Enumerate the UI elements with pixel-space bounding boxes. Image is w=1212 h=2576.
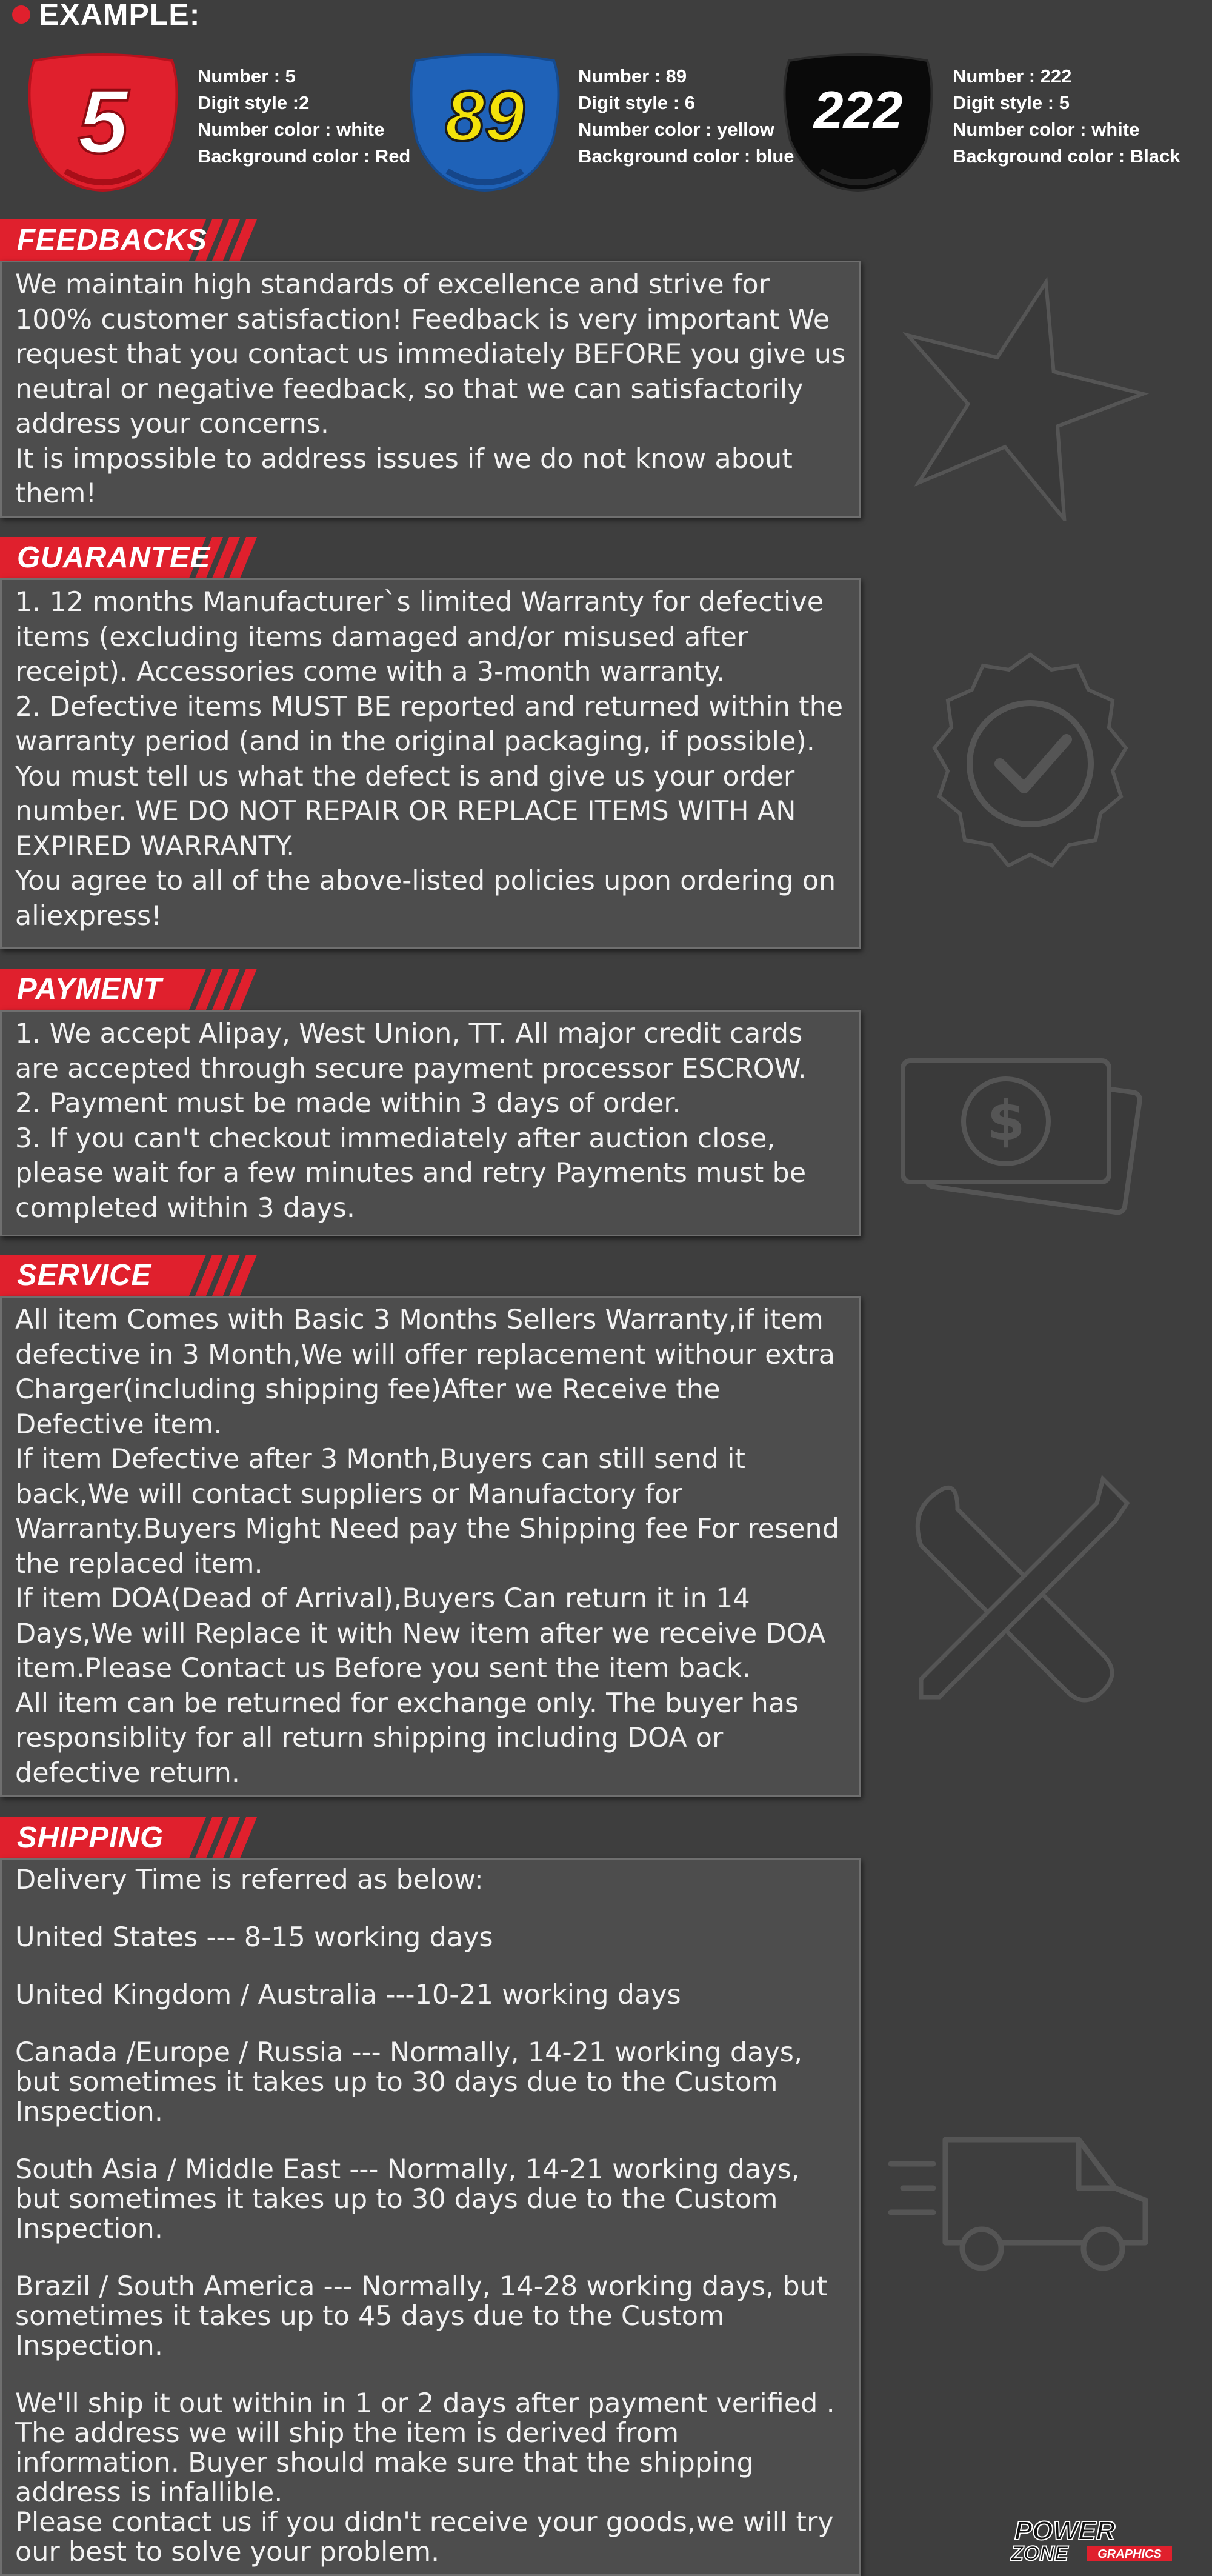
spec-number: Number : 5 xyxy=(198,65,296,87)
guarantee-box xyxy=(0,578,861,949)
guarantee-text xyxy=(2,580,859,933)
text-line: 100% customer satisfaction! Feedback is very important We xyxy=(15,304,830,335)
text-line: items (excluding items damaged and/or misused after xyxy=(15,621,748,653)
power-zone-logo xyxy=(1008,2515,1178,2564)
text-line: All item can be returned for exchange only. The buyer has xyxy=(15,1687,799,1719)
text-line: The address we will ship the item is derived from xyxy=(15,2418,679,2449)
text-line: If item Defective after 3 Month,Buyers can still send it xyxy=(15,1444,745,1475)
text-line: United States --- 8-15 working days xyxy=(15,1922,493,1953)
logo-zone-text: ZONE xyxy=(1011,2542,1068,2564)
paragraph-gap xyxy=(15,1952,859,1980)
logo-power-text: POWER xyxy=(1014,2516,1116,2546)
spec-digit-style: Digit style : 5 xyxy=(953,92,1070,113)
paragraph-gap xyxy=(15,2361,859,2389)
feedbacks-box xyxy=(0,261,861,518)
text-line: 1. 12 months Manufacturer`s limited Warranty for defective xyxy=(15,587,824,618)
spec-background-color: Background color : Red xyxy=(198,145,411,167)
spec-digit-style: Digit style : 6 xyxy=(578,92,695,113)
spec-number-color: Number color : white xyxy=(953,119,1140,140)
shipping-box xyxy=(0,1858,861,2576)
text-line: Please contact us if you didn't receive your goods,we will try xyxy=(15,2507,834,2538)
text-line: United Kingdom / Australia ---10-21 working days xyxy=(15,1980,681,2010)
text-line: Charger(including shipping fee)After we Receive the xyxy=(15,1374,721,1405)
plate-number-1: 5 xyxy=(78,70,128,172)
text-line: South Asia / Middle East --- Normally, 14-21 working days, xyxy=(15,2154,800,2185)
paragraph-gap xyxy=(15,2127,859,2155)
wrench-screwdriver-icon xyxy=(885,1455,1151,1733)
text-line: request that you contact us immediately BEFORE you give us xyxy=(15,339,846,370)
text-line: responsiblity for all return shipping including DOA or xyxy=(15,1723,724,1753)
number-plate-red xyxy=(23,50,183,192)
logo-graphics-text: GRAPHICS xyxy=(1097,2548,1162,2561)
section-title-text: FEEDBACKS xyxy=(17,224,207,256)
plate-number-3: 222 xyxy=(813,80,903,140)
example-heading xyxy=(12,0,200,33)
feedbacks-text xyxy=(2,262,859,512)
text-line: them! xyxy=(15,478,97,509)
example-heading-text: EXAMPLE: xyxy=(39,0,201,32)
text-line: completed within 3 days. xyxy=(15,1192,356,1224)
star-icon xyxy=(885,267,1151,521)
plate-spec-2 xyxy=(578,63,794,170)
text-line: but sometimes it takes up to 30 days due to the Custom xyxy=(15,2184,778,2215)
text-line: warranty period (and in the original packaging, if possible). xyxy=(15,726,815,757)
paragraph-gap xyxy=(15,2244,859,2272)
spec-background-color: Background color : Black xyxy=(953,145,1180,167)
text-line: number. WE DO NOT REPAIR OR REPLACE ITEMS WITH AN xyxy=(15,796,796,827)
text-line: Canada /Europe / Russia --- Normally, 14-21 working days, xyxy=(15,2037,803,2068)
spec-number-color: Number color : white xyxy=(198,119,385,140)
text-line: sometimes it takes up to 45 days due to the Custom xyxy=(15,2301,725,2332)
text-line: back,We will contact suppliers or Manufactory for xyxy=(15,1478,682,1510)
text-line: It is impossible to address issues if we do not know about xyxy=(15,443,793,475)
text-line: defective in 3 Month,We will offer replacement withour extra xyxy=(15,1339,836,1370)
text-line: Inspection. xyxy=(15,2097,163,2127)
text-line: item.Please Contact us Before you sent the item back. xyxy=(15,1653,751,1684)
number-plate-blue xyxy=(405,50,565,192)
text-line: Days,We will Replace it with New item after we receive DOA xyxy=(15,1618,826,1649)
text-line: address is infallible. xyxy=(15,2477,283,2508)
spec-digit-style: Digit style :2 xyxy=(198,92,310,113)
text-line: receipt). Accessories come with a 3-month warranty. xyxy=(15,656,725,687)
payment-text xyxy=(2,1012,859,1226)
text-line: 2. Defective items MUST BE reported and returned within the xyxy=(15,691,844,722)
text-line: information. Buyer should make sure that the shipping xyxy=(15,2448,754,2478)
text-line: our best to solve your problem. xyxy=(15,2537,440,2568)
section-title-payment xyxy=(0,969,267,1010)
spec-number: Number : 222 xyxy=(953,65,1072,87)
text-line: are accepted through secure payment processor ESCROW. xyxy=(15,1053,807,1084)
text-line: neutral or negative feedback, so that we can satisfactorily xyxy=(15,373,804,405)
checkmark-badge-icon xyxy=(903,642,1157,897)
delivery-van-icon xyxy=(879,2121,1164,2279)
text-line: Defective item. xyxy=(15,1409,222,1440)
spec-number-color: Number color : yellow xyxy=(578,119,774,140)
text-line: Warranty.Buyers Might Need pay the Shipping fee For resend xyxy=(15,1513,839,1544)
spec-number: Number : 89 xyxy=(578,65,687,87)
shipping-text xyxy=(2,1860,859,2567)
section-title-guarantee xyxy=(0,537,267,578)
text-line: but sometimes it takes up to 30 days due to the Custom xyxy=(15,2067,778,2098)
section-title-text: GUARANTEE xyxy=(17,541,211,574)
section-title-shipping xyxy=(0,1817,267,1858)
paragraph-gap xyxy=(15,2010,859,2038)
text-line: We'll ship it out within in 1 or 2 days after payment verified . xyxy=(15,2388,835,2419)
service-text xyxy=(2,1298,859,1790)
text-line: Inspection. xyxy=(15,2331,163,2361)
section-title-text: SERVICE xyxy=(17,1259,152,1292)
text-line: aliexpress! xyxy=(15,900,162,932)
text-line: the replaced item. xyxy=(15,1548,263,1580)
text-line: defective return. xyxy=(15,1757,241,1789)
text-line: All item Comes with Basic 3 Months Sellers Warranty,if item xyxy=(15,1304,824,1335)
money-icon xyxy=(891,1043,1151,1224)
section-title-text: SHIPPING xyxy=(17,1821,164,1854)
service-box xyxy=(0,1296,861,1797)
plate-number-2: 89 xyxy=(445,76,525,156)
text-line: Brazil / South America --- Normally, 14-28 working days, but xyxy=(15,2271,828,2302)
text-line: Delivery Time is referred as below: xyxy=(15,1864,484,1895)
bullet-dot xyxy=(12,5,30,24)
payment-box xyxy=(0,1010,861,1236)
text-line: 1. We accept Alipay, West Union, TT. All major credit cards xyxy=(15,1018,803,1049)
plate-spec-1 xyxy=(198,63,410,170)
text-line: You must tell us what the defect is and give us your order xyxy=(15,761,795,792)
section-title-service xyxy=(0,1255,267,1296)
text-line: If item DOA(Dead of Arrival),Buyers Can return it in 14 xyxy=(15,1583,750,1614)
spec-background-color: Background color : blue xyxy=(578,145,794,167)
paragraph-gap xyxy=(15,1895,859,1923)
text-line: You agree to all of the above-listed policies upon ordering on xyxy=(15,866,836,896)
text-line: EXPIRED WARRANTY. xyxy=(15,830,295,862)
text-line: We maintain high standards of excellence and strive for xyxy=(15,269,770,300)
text-line: 2. Payment must be made within 3 days of order. xyxy=(15,1088,681,1119)
plate-spec-3 xyxy=(953,63,1180,170)
text-line: address your concerns. xyxy=(15,409,329,439)
section-title-feedbacks xyxy=(0,219,267,261)
svg-text:$: $ xyxy=(987,1089,1025,1153)
section-title-text: PAYMENT xyxy=(17,973,162,1006)
text-line: please wait for a few minutes and retry Payments must be xyxy=(15,1158,807,1189)
text-line: Inspection. xyxy=(15,2214,163,2244)
text-line: 3. If you can't checkout immediately after auction close, xyxy=(15,1123,776,1154)
number-plate-black xyxy=(778,50,938,192)
